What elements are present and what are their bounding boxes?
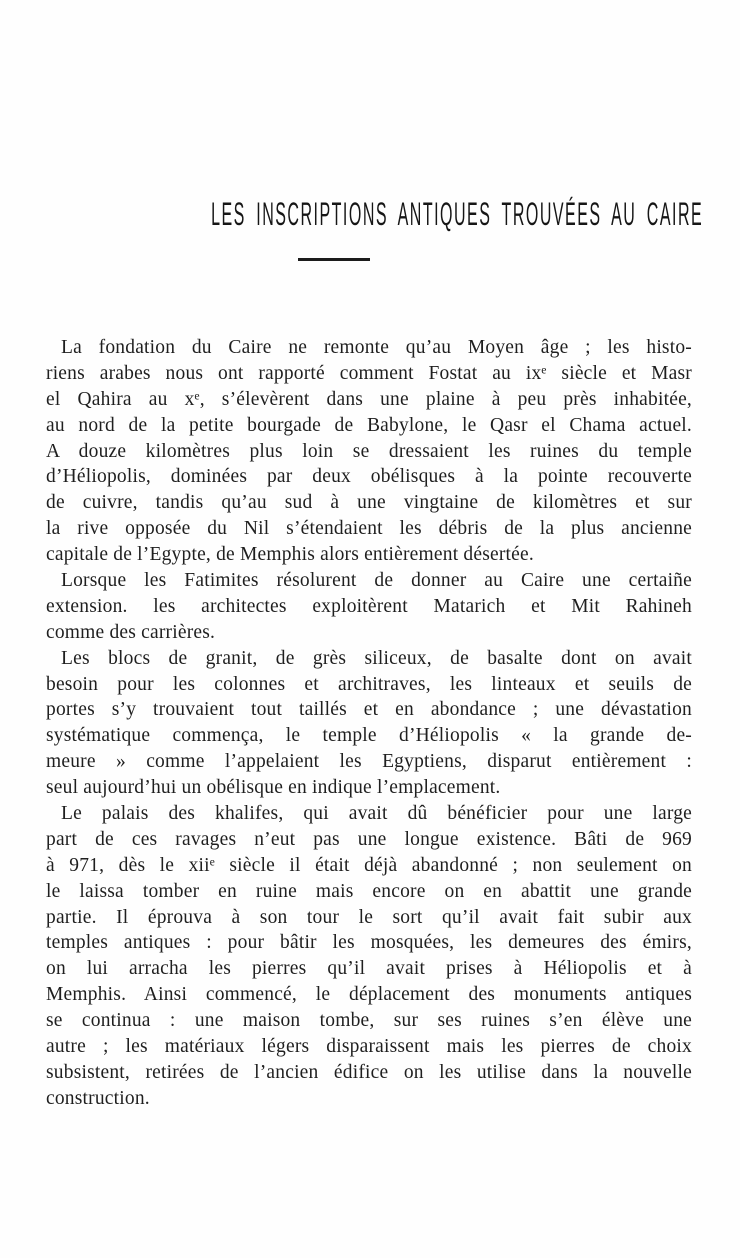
text-line: systématique commença, le temple d’Héliopolis « la grande de- [46, 725, 692, 747]
text-line: comme des carrières. [46, 621, 216, 643]
page-title: LES INSCRIPTIONS ANTIQUES TROUVÉES AU CAIRE [211, 196, 704, 232]
text-line: de cuivre, tandis qu’au sud à une vingtaine de kilomètres et sur [46, 492, 692, 514]
text-line: le laissa tomber en ruine mais encore on en abattit une grande [46, 880, 692, 902]
text-line: La fondation du Caire ne remonte qu’au Moyen âge ; les histo- [61, 337, 692, 358]
text-line: on lui arracha les pierres qu’il avait prises à Héliopolis et à [46, 958, 692, 980]
text-line: capitale de l’Egypte, de Memphis alors entièrement désertée. [46, 544, 534, 566]
title-divider-rule [298, 258, 370, 261]
text-line: temples antiques : pour bâtir les mosquées, les demeures des émirs, [46, 932, 692, 954]
text-line: Le palais des khalifes, qui avait dû bénéficier pour une large [61, 803, 692, 825]
text-line: part de ces ravages n’eut pas une longue existence. Bâti de 969 [46, 828, 692, 850]
text-line: la rive opposée du Nil s’étendaient les débris de la plus ancienne [46, 518, 692, 540]
text-line: Les blocs de granit, de grès siliceux, de basalte dont on avait [61, 647, 692, 669]
text-line: autre ; les matériaux légers disparaissent mais les pierres de choix [46, 1036, 692, 1058]
text-line: el Qahira au xᵉ, s’élevèrent dans une plaine à peu près inhabitée, [46, 388, 692, 410]
text-line: Lorsque les Fatimites résolurent de donner au Caire une certaiñe [61, 570, 692, 592]
text-line: meure » comme l’appelaient les Egyptiens, disparut entièrement : [46, 751, 692, 773]
text-line: portes s’y trouvaient tout taillés et en abondance ; une dévastation [46, 699, 692, 721]
article-body [46, 335, 692, 1112]
text-line: besoin pour les colonnes et architraves, les linteaux et seuils de [46, 673, 692, 695]
page-title-wrap [0, 196, 705, 233]
text-line: seul aujourd’hui un obélisque en indique l’emplacement. [46, 777, 501, 799]
text-line: subsistent, retirées de l’ancien édifice on les utilise dans la nouvelle [46, 1061, 692, 1083]
text-line: à 971, dès le xiiᵉ siècle il était déjà abandonné ; non seulement on [46, 854, 692, 876]
text-line: A douze kilomètres plus loin se dressaient les ruines du temple [46, 440, 692, 462]
text-line: au nord de la petite bourgade de Babylone, le Qasr el Chama actuel. [46, 414, 692, 436]
text-line: extension. les architectes exploitèrent Matarich et Mit Rahineh [46, 595, 692, 617]
text-line: se continua : une maison tombe, sur ses ruines s’en élève une [46, 1010, 692, 1032]
text-line: construction. [46, 1087, 150, 1109]
text-line: d’Héliopolis, dominées par deux obélisques à la pointe recouverte [46, 466, 692, 488]
text-line: partie. Il éprouva à son tour le sort qu’il avait fait subir aux [46, 906, 692, 928]
text-line: riens arabes nous ont rapporté comment Fostat au ixᵉ siècle et Masr [46, 362, 692, 384]
text-line: Memphis. Ainsi commencé, le déplacement des monuments antiques [46, 984, 692, 1006]
